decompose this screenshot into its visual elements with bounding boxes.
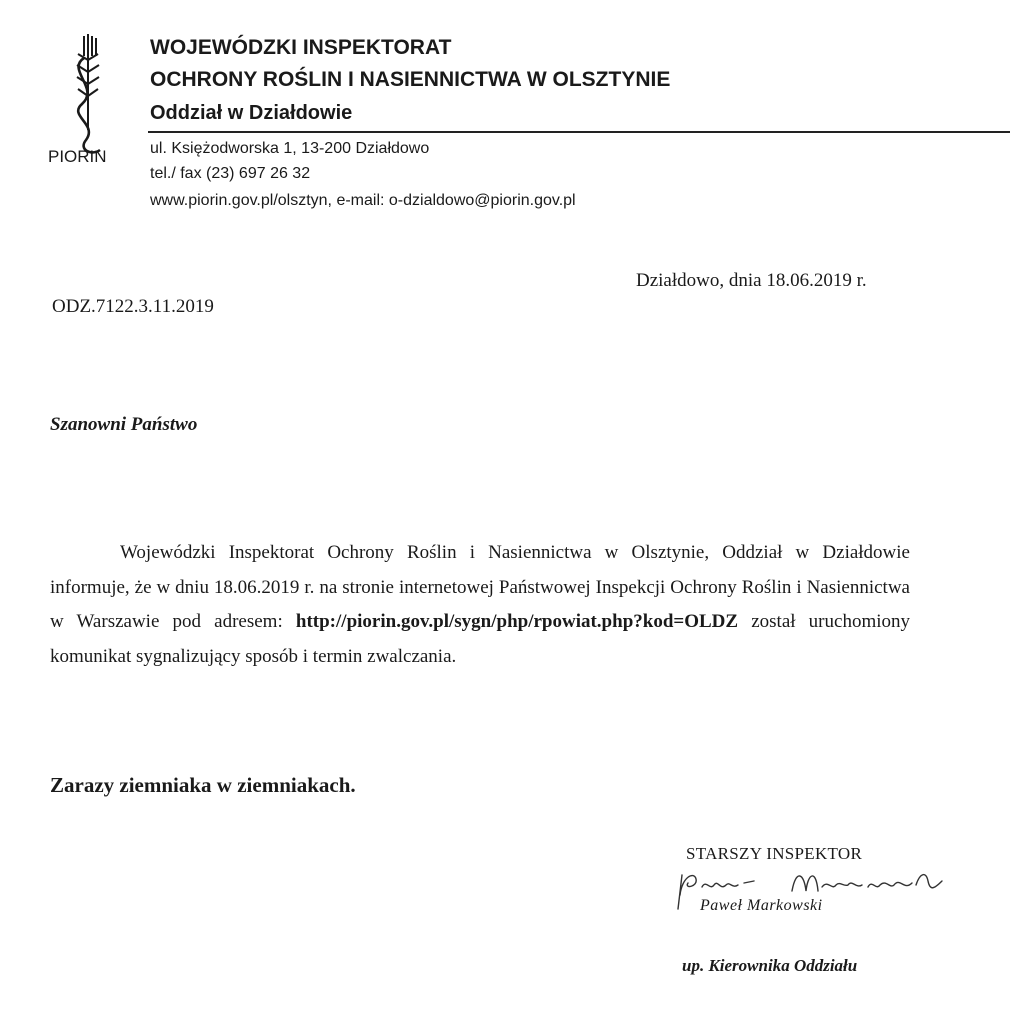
letter-body — [50, 536, 910, 674]
institution-name-line1: WOJEWÓDZKI INSPEKTORAT — [150, 36, 452, 59]
body-text-part2: został uruchomiony komunikat sygnalizujący sposób i termin zwalczania. — [50, 611, 910, 667]
salutation: Szanowni Państwo — [50, 414, 198, 435]
phone-line: tel./ fax (23) 697 26 32 — [150, 165, 311, 182]
letter-date: Działdowo, dnia 18.06.2019 r. — [636, 270, 867, 291]
reference-number: ODZ.7122.3.11.2019 — [52, 296, 214, 317]
logo-text: PIORIN — [48, 147, 107, 166]
institution-name-line2: OCHRONY ROŚLIN I NASIENNICTWA W OLSZTYNIE — [150, 68, 671, 91]
header-divider — [148, 131, 1010, 133]
address-line: ul. Księżodworska 1, 13-200 Działdowo — [150, 140, 430, 157]
on-behalf-line: up. Kierownika Oddziału — [682, 956, 858, 975]
web-email-line: www.piorin.gov.pl/olsztyn, e-mail: o-dzialdowo@piorin.gov.pl — [150, 192, 576, 209]
body-text-part1: Wojewódzki Inspektorat Ochrony Roślin i Nasiennictwa w Olsztynie, Oddział w Działdowie informuje, że w dniu 18.06.2019 r. na stronie internetowej Państwowej Inspekcji Ochrony Roślin i Nasiennictwa w Warszawie pod adresem: — [50, 542, 910, 632]
stamp-name: Paweł Markowski — [700, 897, 823, 914]
body-url: http://piorin.gov.pl/sygn/php/rpowiat.php?kod=OLDZ — [295, 611, 739, 632]
subject-line: Zarazy ziemniaka w ziemniakach. — [50, 773, 356, 797]
branch-name: Oddział w Działdowie — [150, 102, 353, 124]
stamp-title: STARSZY INSPEKTOR — [686, 844, 863, 863]
